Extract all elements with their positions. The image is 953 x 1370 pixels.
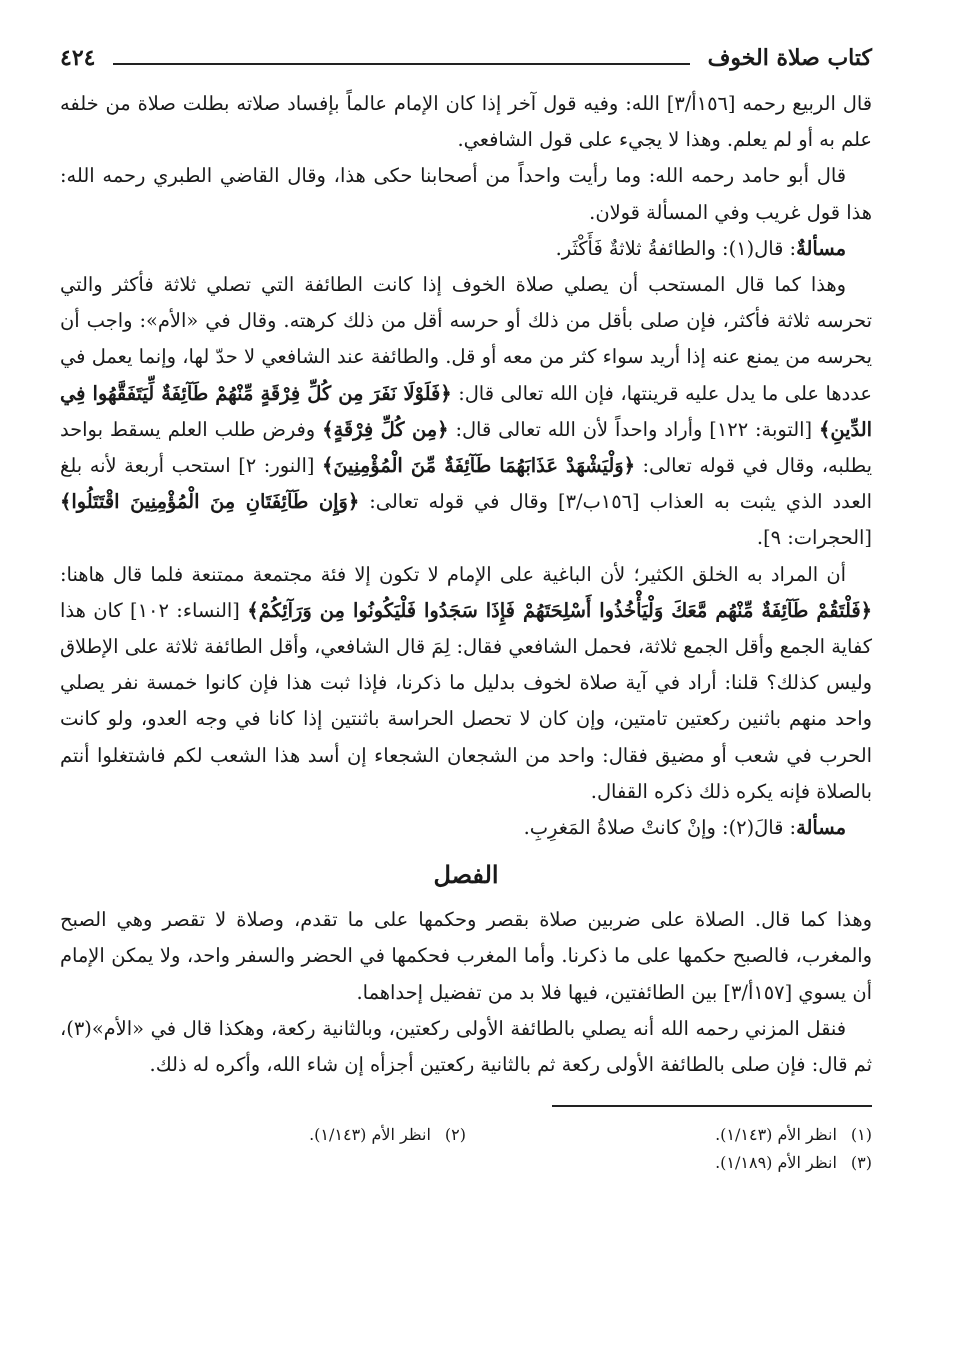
quran-verse-2: ﴿مِن كُلِّ فِرْقَةٍ﴾ <box>322 417 449 441</box>
running-title: كتاب صلاة الخوف <box>707 45 872 71</box>
footnote <box>60 1121 466 1149</box>
paragraph-4-text-b: [النساء: ١٠٢] كان هذا كفاية الجمع وأقل الجمع ثلاثة، فحمل الشافعي فقال: لِمَ قال الشافعي، وأقل الطائفة ثلاثة على الإطلاق وليس كذلك؟ قلنا: أراد في آية صلاة لخوف بدليل ما ذكرنا، فإذا ثبت هذا فإن كانوا خمسة نفر يصلي واحد منهم باثنين ركعتين تامتين، وإن كان لا تحصل الحراسة باثنتين إذا كانا في وجه العدو، ولو كانت الحرب في شعب أو مضيق فقال: واحد من الشجعان الشجعاء إن أسد هذا الشعب لكم فاشتغلوا أنتم بالصلاة فإنه يكره ذلك ذكره القفال. <box>60 598 872 803</box>
masala-2 <box>60 810 872 846</box>
quran-verse-5: ﴿فَلْتَقُمْ طَآئِفَةٌ مِّنْهُم مَّعَكَ وَلْيَأْخُذُوا أَسْلِحَتَهُمْ فَإِذَا سَجَدُوا فَلْيَكُونُوا مِن وَرَآئِكُمْ﴾ <box>247 598 872 622</box>
footnote <box>466 1121 872 1149</box>
masala-label: مسألةٌ <box>796 236 846 260</box>
paragraph-4-text-a: أن المراد به الخلق الكثير؛ لأن الباغية على الإمام لا تكون إلا فئة مجتمعة ممتنعة فلما قال هاهنا: <box>60 562 846 586</box>
paragraph-3-text-c: وفرض طلب العلم يسقط بواحد يطلبه، وقال في قوله تعالى: <box>60 417 872 478</box>
footnote-text: انظر الأم (١/١٤٣). <box>715 1124 837 1144</box>
page-header <box>60 38 872 78</box>
footnote-number: (٢) <box>444 1124 466 1144</box>
quran-verse-1: ﴿فَلَوْلَا نَفَرَ مِن كُلِّ فِرْقَةٍ مِّنْهُمْ طَآئِفَةٌ لِّيَتَفَقَّهُوا فِي الدِّينِ﴾ <box>60 381 872 441</box>
paragraph-4 <box>60 557 872 810</box>
masala-text: : قالَ(٢): وإنْ كانتْ صلاةُ المَغرِبِ. <box>523 816 797 840</box>
paragraph-3-text-a: وهذا كما قال المستحب أن يصلي صلاة الخوف إذا كانت الطائفة التي تصلي ثلاثة فأكثر والتي تحرسه ثلاثة فأكثر، فإن صلى بأقل من ذلك أو حرسه أقل من ذلك كرهته. وقال في «الأم»: واجب أن يحرسه من يمنع عنه إذا أريد سواء كثر من معه أو قل. والطائفة عند الشافعي لا حدّ لها، وإنما يعمل في عددها على ما يدل عليه قرينتها، فإن الله تعالى قال: <box>60 273 872 405</box>
quran-verse-4: ﴿وَإِن طَآئِفَتَانِ مِنَ الْمُؤْمِنِينَ اقْتَتَلُوا﴾ <box>60 490 360 514</box>
paragraph-3-text-d: [النور: ٢] استحب أربعة لأنه بلغ العدد الذي يثبت به العذاب [١٥٦ب/٣] وقال في قوله تعالى: <box>60 454 872 514</box>
document-page <box>60 38 872 1177</box>
header-rule <box>113 63 689 65</box>
footnote-text: انظر الأم (١/١٤٣). <box>309 1124 431 1144</box>
paragraph-3 <box>60 267 872 557</box>
footnote-row <box>60 1149 872 1177</box>
paragraph-3-text-e: [الحجرات: ٩]. <box>756 526 872 550</box>
footnote-row <box>60 1121 872 1149</box>
paragraph-2: قال أبو حامد رحمه الله: وما رأيت واحداً من أصحابنا حكى هذا، وقال القاضي الطبري رحمه الله: هذا قول غريب وفي المسألة قولان. <box>60 164 872 224</box>
footnote <box>466 1149 872 1177</box>
footnote-rule <box>552 1105 872 1107</box>
footnote-number: (٣) <box>850 1152 872 1172</box>
masala-label: مسألة <box>796 816 846 840</box>
footnote-number: (١) <box>850 1124 872 1144</box>
footnote-text: انظر الأم (١/١٨٩). <box>715 1152 837 1172</box>
masala-text: : قال(١): والطائفةُ ثلاثةٌ فَأَكْثَر. <box>555 236 797 260</box>
paragraph-1: قال الربيع رحمه [١٥٦أ/٣] الله: وفيه قول آخر إذا كان الإمام عالماً بإفساد صلاته بطلت صلاة من خلفه علم به أو لم يعلم. وهذا لا يجيء على قول الشافعي. <box>60 92 873 152</box>
quran-verse-3: ﴿وَلْيَشْهَدْ عَذَابَهُمَا طَآئِفَةٌ مِّنَ الْمُؤْمِنِينَ﴾ <box>322 454 635 478</box>
paragraph-6: فنقل المزني رحمه الله أنه يصلي بالطائفة الأولى ركعتين، وبالثانية ركعة، وهكذا قال في «الأم»(٣)، ثم قال: فإن صلى بالطائفة الأولى ركعة ثم بالثانية ركعتين أجزأه إن شاء الله، وأكره له ذلك. <box>60 1016 872 1077</box>
paragraph-3-text-b: [التوبة: ١٢٢] وأراد واحداً لأن الله تعالى قال: <box>455 417 813 441</box>
paragraph-5: وهذا كما قال. الصلاة على ضربين صلاة بقصر وحكمها على ما تقدم، وصلاة لا تقصر وهي الصبح والمغرب، فالصبح حكمها على ما ذكرنا. وأما المغرب فحكمها في الحضر والسفر واحد، ولا يمكن الإمام أن يسوي [١٥٧أ/٣] بين الطائفتين، فيها فلا بد من تفضيل إحداهما. <box>60 908 872 1004</box>
masala-1 <box>60 231 872 267</box>
section-heading: الفصل <box>433 860 499 890</box>
page-number: ٤٢٤ <box>60 45 96 71</box>
